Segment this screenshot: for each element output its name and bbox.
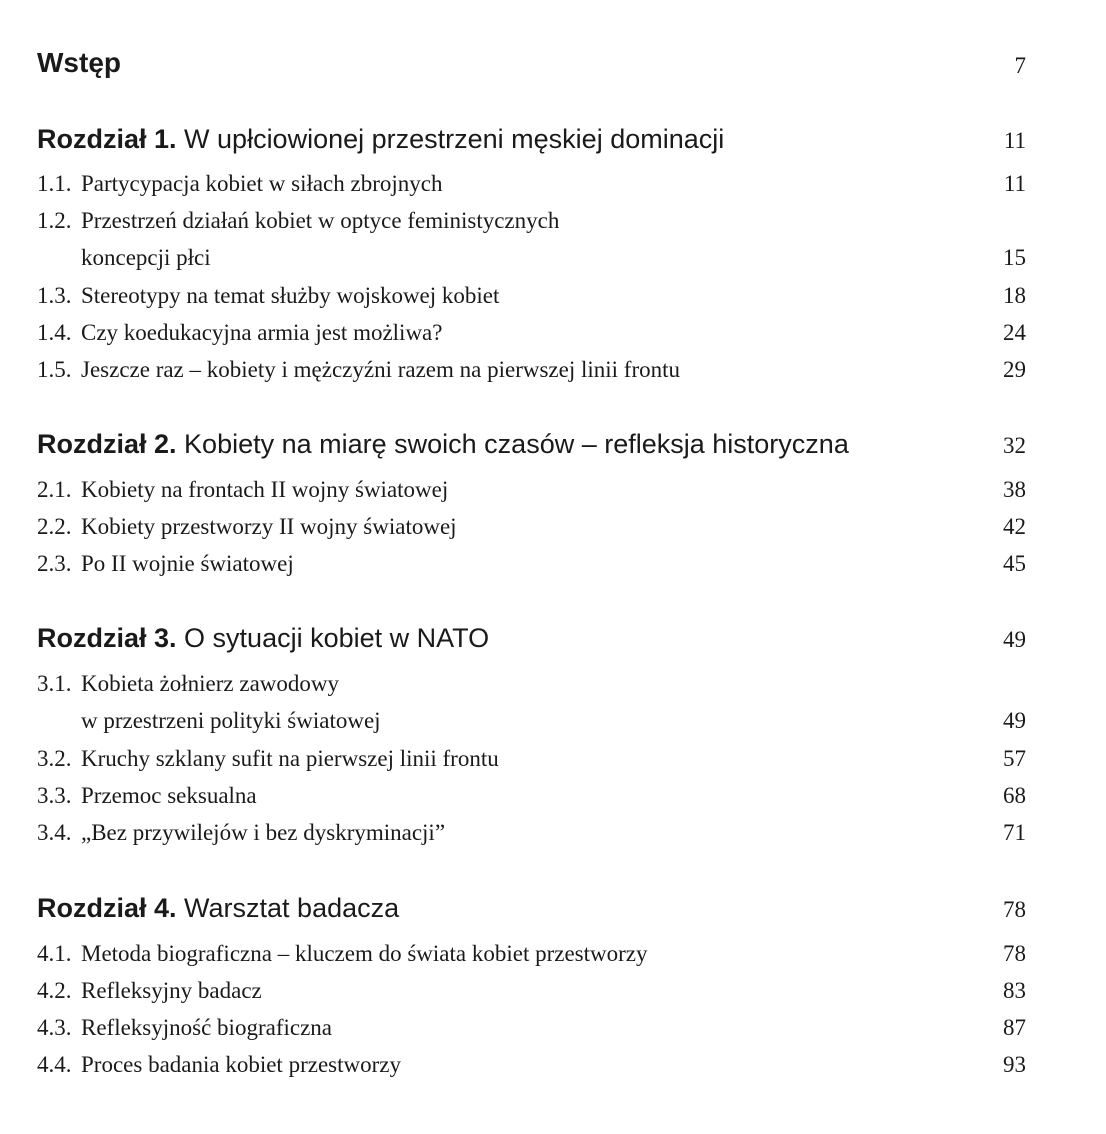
toc-section (0, 169, 1106, 199)
section-page-number: 87 (1003, 1015, 1026, 1040)
section-page-number: 57 (1003, 746, 1026, 771)
toc-section (0, 512, 1106, 542)
chapter-page-number: 11 (1003, 128, 1026, 153)
toc-section (0, 549, 1106, 579)
toc-section (0, 669, 1106, 737)
section-page-number: 83 (1003, 978, 1026, 1003)
section-number: 2.2. (37, 514, 72, 539)
section-title: Przestrzeń działań kobiet w optyce feministycznych (81, 208, 560, 233)
section-page-number: 15 (1003, 245, 1026, 270)
section-number: 1.1. (37, 171, 72, 196)
section-number: 1.3. (37, 283, 72, 308)
section-title: Kobieta żołnierz zawodowy (81, 671, 340, 696)
section-number: 4.1. (37, 941, 72, 966)
section-number: 1.4. (37, 320, 72, 345)
toc-section (0, 318, 1106, 348)
section-title-continuation: koncepcji płci (81, 245, 211, 270)
section-number: 1.5. (37, 357, 72, 382)
section-page-number: 29 (1003, 357, 1026, 382)
toc-section (0, 1050, 1106, 1080)
section-title: Kruchy szklany sufit na pierwszej linii frontu (81, 746, 499, 771)
section-title: Przemoc seksualna (81, 783, 257, 808)
section-page-number: 93 (1003, 1052, 1026, 1077)
section-number: 4.4. (37, 1052, 72, 1077)
chapter-page-number: 49 (1003, 627, 1026, 652)
section-page-number: 49 (1003, 708, 1026, 733)
toc-chapter-3 (0, 621, 1106, 657)
section-title: Kobiety przestworzy II wojny światowej (81, 514, 457, 539)
section-page-number: 42 (1003, 514, 1026, 539)
chapter-page-number: 32 (1003, 433, 1026, 458)
section-title: Proces badania kobiet przestworzy (81, 1052, 401, 1077)
section-title: Stereotypy na temat służby wojskowej kobiet (81, 283, 500, 308)
chapter-heading: Rozdział 3. O sytuacji kobiet w NATO (37, 623, 490, 653)
toc-section (0, 818, 1106, 848)
section-number: 4.2. (37, 978, 72, 1003)
section-number: 2.3. (37, 551, 72, 576)
section-number: 4.3. (37, 1015, 72, 1040)
section-title: Partycypacja kobiet w siłach zbrojnych (81, 171, 443, 196)
section-number: 3.4. (37, 820, 72, 845)
toc-section (0, 1013, 1106, 1043)
toc-section (0, 475, 1106, 505)
toc-section (0, 355, 1106, 385)
section-title: Jeszcze raz – kobiety i mężczyźni razem na pierwszej linii frontu (81, 357, 680, 382)
intro-page-number: 7 (1014, 53, 1026, 78)
toc-section (0, 976, 1106, 1006)
toc-section (0, 781, 1106, 811)
section-title: Po II wojnie światowej (81, 551, 294, 576)
section-title: „Bez przywilejów i bez dyskryminacji” (81, 820, 446, 845)
section-title: Czy koedukacyjna armia jest możliwa? (81, 320, 443, 345)
section-page-number: 11 (1003, 171, 1026, 196)
section-page-number: 45 (1003, 551, 1026, 576)
section-title: Kobiety na frontach II wojny światowej (81, 477, 449, 502)
intro-title: Wstęp (37, 47, 121, 78)
chapter-page-number: 78 (1003, 897, 1026, 922)
chapter-heading: Rozdział 4. Warsztat badacza (37, 893, 400, 923)
section-title: Refleksyjność biograficzna (81, 1015, 332, 1040)
section-title-continuation: w przestrzeni polityki światowej (81, 708, 381, 733)
toc-entry-intro (0, 46, 1106, 82)
chapter-heading: Rozdział 1. W upłciowionej przestrzeni męskiej dominacji (37, 124, 725, 154)
section-title: Metoda biograficzna – kluczem do świata kobiet przestworzy (81, 941, 648, 966)
toc-chapter-2 (0, 427, 1106, 463)
section-number: 1.2. (37, 208, 72, 233)
toc-chapter-4 (0, 891, 1106, 927)
section-page-number: 71 (1003, 820, 1026, 845)
section-number: 2.1. (37, 477, 72, 502)
toc-chapter-1 (0, 122, 1106, 158)
section-page-number: 18 (1003, 283, 1026, 308)
section-number: 3.1. (37, 671, 72, 696)
section-title: Refleksyjny badacz (81, 978, 262, 1003)
section-page-number: 24 (1003, 320, 1026, 345)
toc-section (0, 744, 1106, 774)
toc-section (0, 939, 1106, 969)
section-number: 3.2. (37, 746, 72, 771)
toc-section (0, 281, 1106, 311)
toc-section (0, 206, 1106, 274)
section-page-number: 68 (1003, 783, 1026, 808)
chapter-heading: Rozdział 2. Kobiety na miarę swoich czasów – refleksja historyczna (37, 429, 849, 459)
section-number: 3.3. (37, 783, 72, 808)
section-page-number: 38 (1003, 477, 1026, 502)
section-page-number: 78 (1003, 941, 1026, 966)
